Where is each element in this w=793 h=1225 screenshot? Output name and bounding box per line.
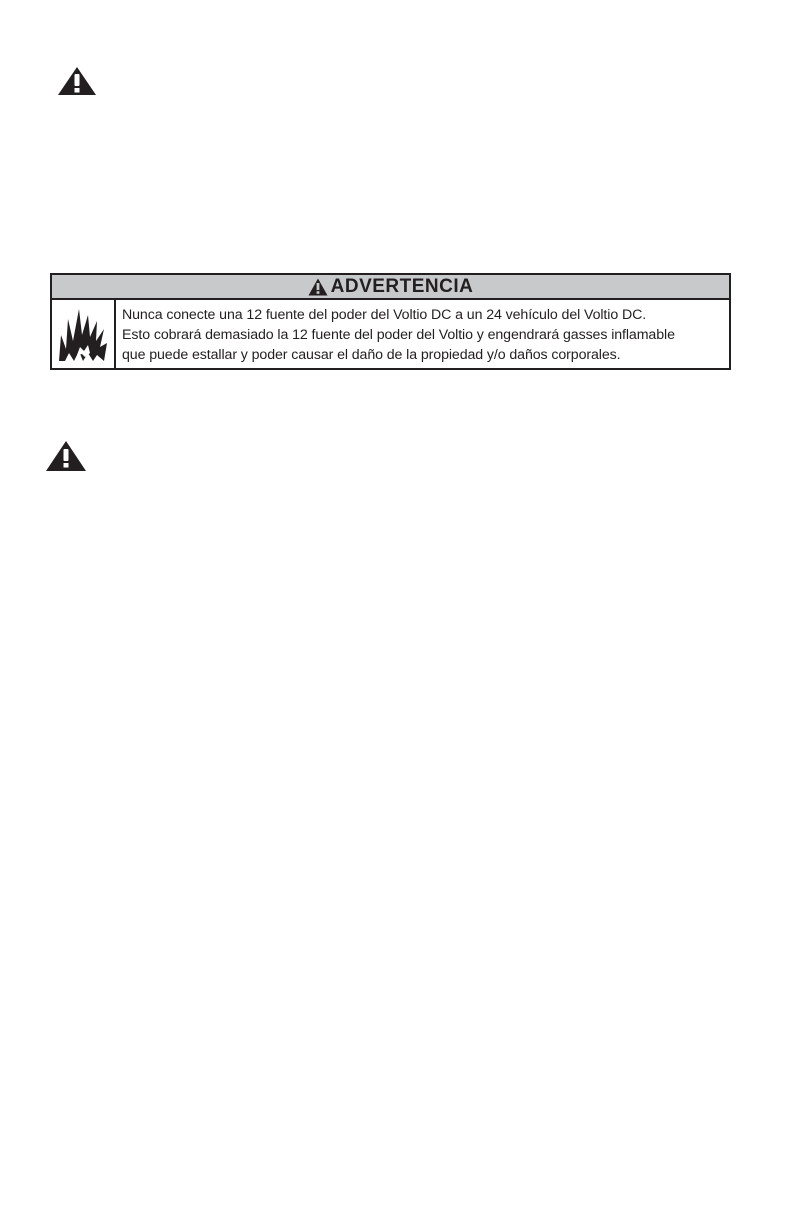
warning-body xyxy=(52,300,729,368)
warning-panel xyxy=(50,273,731,370)
warning-line: Esto cobrará demasiado la 12 fuente del poder del Voltio y engendrará gasses inflamable xyxy=(122,327,675,343)
caution-triangle-icon xyxy=(57,66,97,96)
warning-triangle-icon xyxy=(308,278,328,296)
warning-line: Nunca conecte una 12 fuente del poder del Voltio DC a un 24 vehículo del Voltio DC. xyxy=(122,307,647,323)
warning-message xyxy=(116,300,729,368)
signal-word: ADVERTENCIA xyxy=(330,276,474,297)
pictogram-cell xyxy=(52,300,116,368)
explosion-icon xyxy=(57,305,109,363)
warning-header xyxy=(52,275,729,300)
warning-line: que puede estallar y poder causar el daño de la propiedad y/o daños corporales. xyxy=(122,347,621,363)
caution-triangle-icon xyxy=(45,440,87,472)
